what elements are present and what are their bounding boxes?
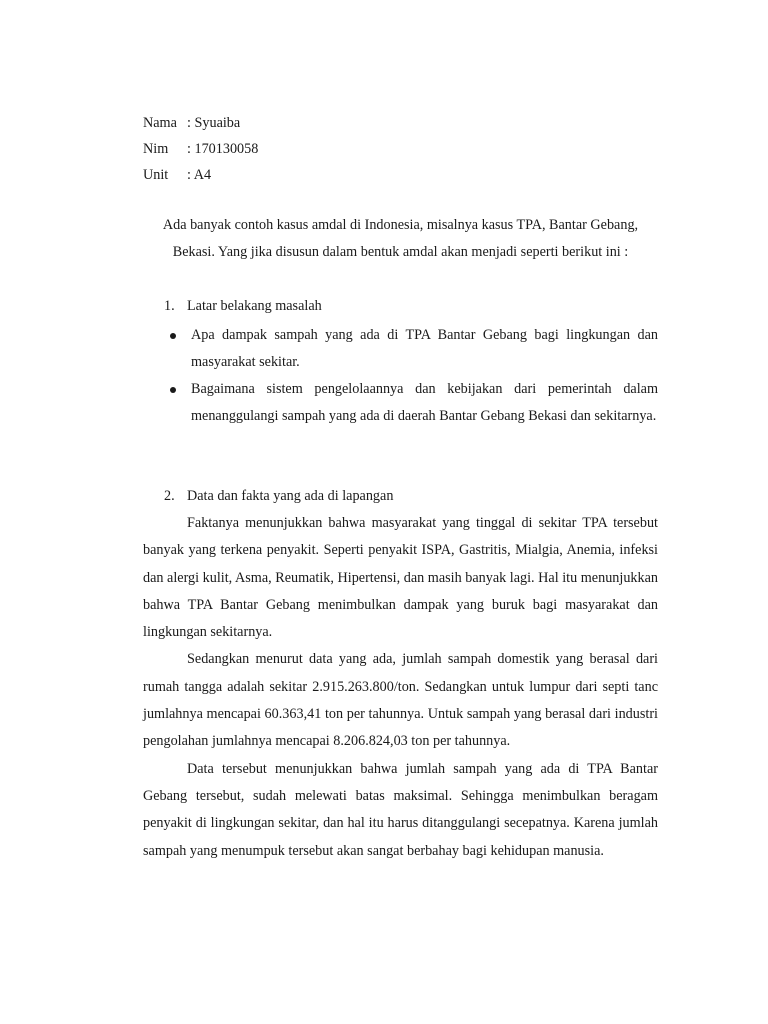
unit-label: Unit — [143, 167, 169, 183]
list-item — [163, 376, 658, 430]
background-bullet-list — [163, 322, 658, 430]
unit-value: : A4 — [187, 167, 212, 183]
section-title: Data dan fakta yang ada di lapangan — [187, 488, 394, 504]
body-paragraph: Sedangkan menurut data yang ada, jumlah sampah domestik yang berasal dari rumah tangga adalah sekitar 2.915.263.800/ton. Sedangkan untuk lumpur dari septi tanc jumlahnya mencapai 60.363,41 ton per tahunnya. Untuk sampah yang berasal dari industri pengolahan jumlahnya mencapai 8.206.824,03 ton per tahunnya. — [143, 651, 658, 750]
intro-paragraph: Ada banyak contoh kasus amdal di Indonesia, misalnya kasus TPA, Bantar Gebang, Bekasi. Yang jika disusun dalam bentuk amdal akan menjadi seperti berikut ini : — [162, 217, 639, 260]
student-identity — [143, 110, 258, 188]
bullet-icon — [170, 387, 176, 393]
name-row — [143, 110, 258, 136]
nim-label: Nim — [143, 141, 169, 157]
bullet-text: Apa dampak sampah yang ada di TPA Bantar Gebang bagi lingkungan dan masyarakat sekitar. — [191, 327, 658, 370]
section-number: 2. — [164, 488, 175, 504]
name-label: Nama — [143, 115, 177, 131]
body-paragraph: Faktanya menunjukkan bahwa masyarakat yang tinggal di sekitar TPA tersebut banyak yang terkena penyakit. Seperti penyakit ISPA, Gastritis, Mialgia, Anemia, infeksi dan alergi kulit, Asma, Reumatik, Hipertensi, dan masih banyak lagi. Hal itu menunjukkan bahwa TPA Bantar Gebang menimbulkan dampak yang buruk bagi masyarakat dan lingkungan sekitarnya. — [143, 515, 658, 641]
section-heading-facts — [164, 483, 393, 509]
nim-row — [143, 136, 258, 162]
section-title: Latar belakang masalah — [187, 298, 322, 314]
facts-body — [143, 510, 658, 865]
bullet-text: Bagaimana sistem pengelolaannya dan kebijakan dari pemerintah dalam menanggulangi sampah yang ada di daerah Bantar Gebang Bekasi dan sekitarnya. — [191, 381, 658, 424]
bullet-icon — [170, 333, 176, 339]
nim-value: : 170130058 — [187, 141, 259, 157]
name-value: : Syuaiba — [187, 115, 241, 131]
list-item — [163, 322, 658, 376]
section-number: 1. — [164, 298, 175, 314]
section-heading-background — [164, 293, 322, 319]
unit-row — [143, 162, 258, 188]
body-paragraph: Data tersebut menunjukkan bahwa jumlah sampah yang ada di TPA Bantar Gebang tersebut, sudah melewati batas maksimal. Sehingga menimbulkan beragam penyakit di lingkungan sekitar, dan hal itu harus ditanggulangi secepatnya. Karena jumlah sampah yang menumpuk tersebut akan sangat berbahay bagi kehidupan manusia. — [143, 760, 658, 859]
